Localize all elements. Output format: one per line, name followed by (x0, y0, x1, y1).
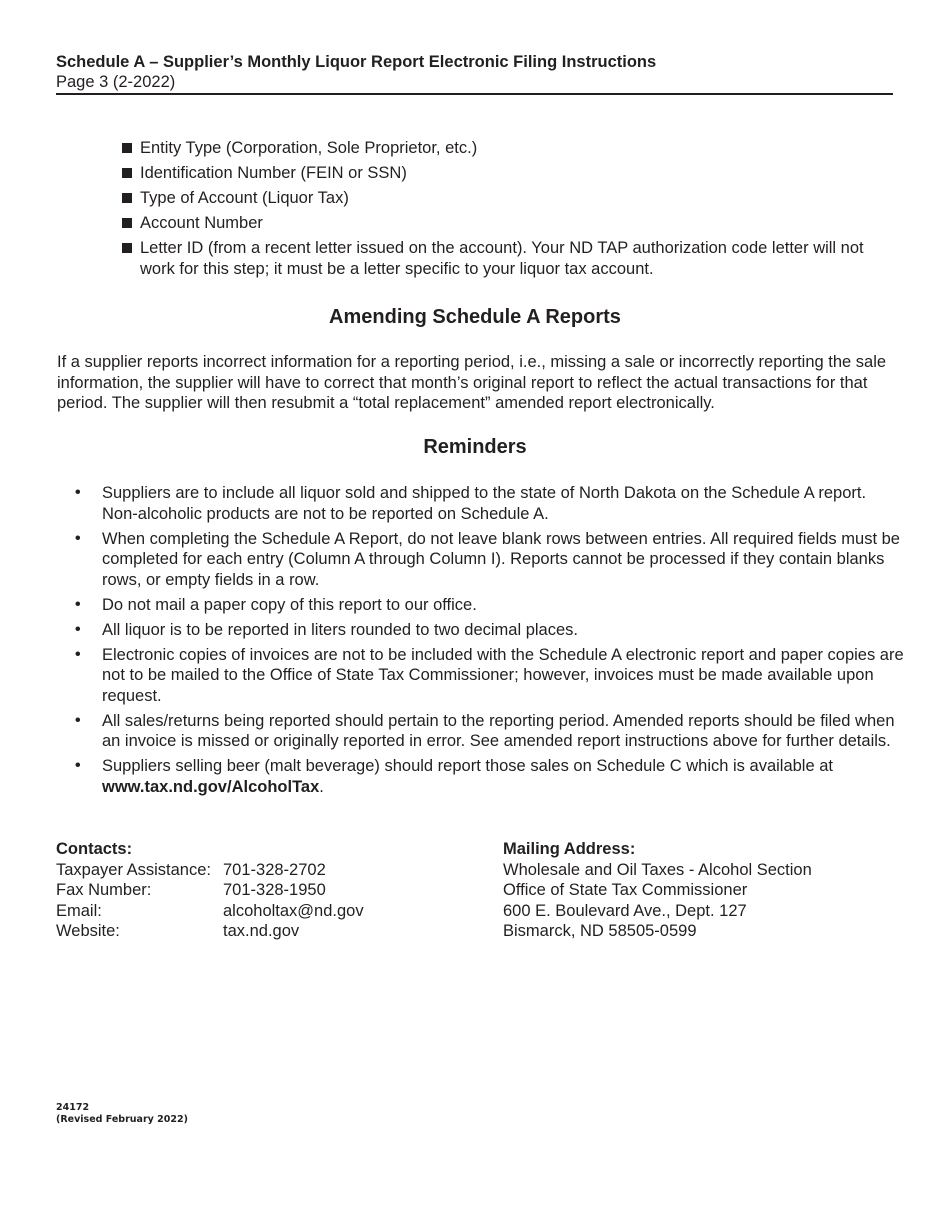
form-footer (56, 1102, 188, 1126)
reminders-list (74, 483, 904, 802)
square-bullet-icon (122, 218, 132, 228)
amending-heading: Amending Schedule A Reports (329, 306, 621, 328)
bullet-icon: • (75, 620, 81, 638)
contact-row-phone: Taxpayer Assistance: 701-328-2702 (56, 860, 326, 879)
page-number: Page 3 (2-2022) (56, 73, 176, 91)
list-item: • All liquor is to be reported in liters rounded to two decimal places. (75, 620, 578, 639)
website-link[interactable]: tax.nd.gov (223, 922, 300, 940)
required-info-list (122, 138, 897, 284)
reminders-heading: Reminders (423, 436, 527, 458)
bullet-icon: • (75, 595, 81, 613)
contacts-label: Contacts: (56, 840, 133, 858)
list-item: • All sales/returns being reported should pertain to the reporting period. Amended reports should be filed when an invoice is missed or originally reported in error. See amended report instructions above for further details. (75, 711, 895, 750)
email-address[interactable]: alcoholtax@nd.gov (223, 901, 364, 920)
alcohol-tax-link[interactable]: www.tax.nd.gov/AlcoholTax (102, 777, 320, 796)
square-bullet-icon (122, 243, 132, 253)
bullet-icon: • (75, 711, 81, 729)
document-title: Schedule A – Supplier’s Monthly Liquor Report Electronic Filing Instructions (56, 53, 657, 71)
address-line: Office of State Tax Commissioner (503, 881, 748, 899)
address-line: Bismarck, ND 58505-0599 (503, 922, 697, 940)
fax-number: 701-328-1950 (223, 881, 326, 899)
mailing-label: Mailing Address: (503, 840, 636, 858)
phone-number: 701-328-2702 (223, 860, 326, 879)
contacts-block (56, 839, 456, 942)
form-number: 24172 (56, 1102, 90, 1113)
contact-row-website: Website: tax.nd.gov (56, 922, 300, 940)
page-header (56, 52, 893, 95)
list-item: Entity Type (Corporation, Sole Proprietor, etc.) (122, 138, 897, 159)
amending-paragraph: If a supplier reports incorrect information for a reporting period, i.e., missing a sale or incorrectly reporting the sale information, the supplier will have to correct that month’s original report to reflect the actual transactions for that period. The supplier will then resubmit a “total replacement” amended report electronically. (57, 353, 887, 412)
revision-date: (Revised February 2022) (56, 1114, 188, 1125)
address-line: 600 E. Boulevard Ave., Dept. 127 (503, 901, 747, 920)
bullet-icon: • (75, 757, 81, 774)
list-item: • Electronic copies of invoices are not to be included with the Schedule A electronic report and paper copies are not to be mailed to the Office of State Tax Commissioner; however, invoices must be made available upon request. (75, 645, 904, 705)
list-item: Letter ID (from a recent letter issued on the account). Your ND TAP authorization code letter will not work for this step; it must be a letter specific to your liquor tax account. (122, 238, 897, 279)
list-item: • Suppliers selling beer (malt beverage) should report those sales on Schedule C which is available at www.tax.nd.gov/AlcoholTax. (75, 757, 833, 796)
square-bullet-icon (122, 168, 132, 178)
mailing-address-block (503, 839, 893, 942)
contact-row-fax: Fax Number: 701-328-1950 (56, 881, 326, 899)
contact-row-email: Email: alcoholtax@nd.gov (56, 901, 364, 920)
list-item: • Do not mail a paper copy of this report to our office. (75, 595, 477, 614)
bullet-icon: • (75, 484, 81, 501)
square-bullet-icon (122, 143, 132, 153)
list-item: Account Number (122, 213, 897, 234)
list-item: Identification Number (FEIN or SSN) (122, 163, 897, 184)
bullet-icon: • (75, 529, 81, 547)
bullet-icon: • (75, 645, 81, 663)
list-item: • Suppliers are to include all liquor sold and shipped to the state of North Dakota on the Schedule A report. Non-alcoholic products are not to be reported on Schedule A. (75, 484, 867, 523)
list-item: • When completing the Schedule A Report, do not leave blank rows between entries. All required fields must be completed for each entry (Column A through Column I). Reports cannot be processed if they contain blanks rows, or empty fields in a row. (75, 529, 900, 589)
square-bullet-icon (122, 193, 132, 203)
address-line: Wholesale and Oil Taxes - Alcohol Section (503, 860, 812, 879)
list-item: Type of Account (Liquor Tax) (122, 188, 897, 209)
